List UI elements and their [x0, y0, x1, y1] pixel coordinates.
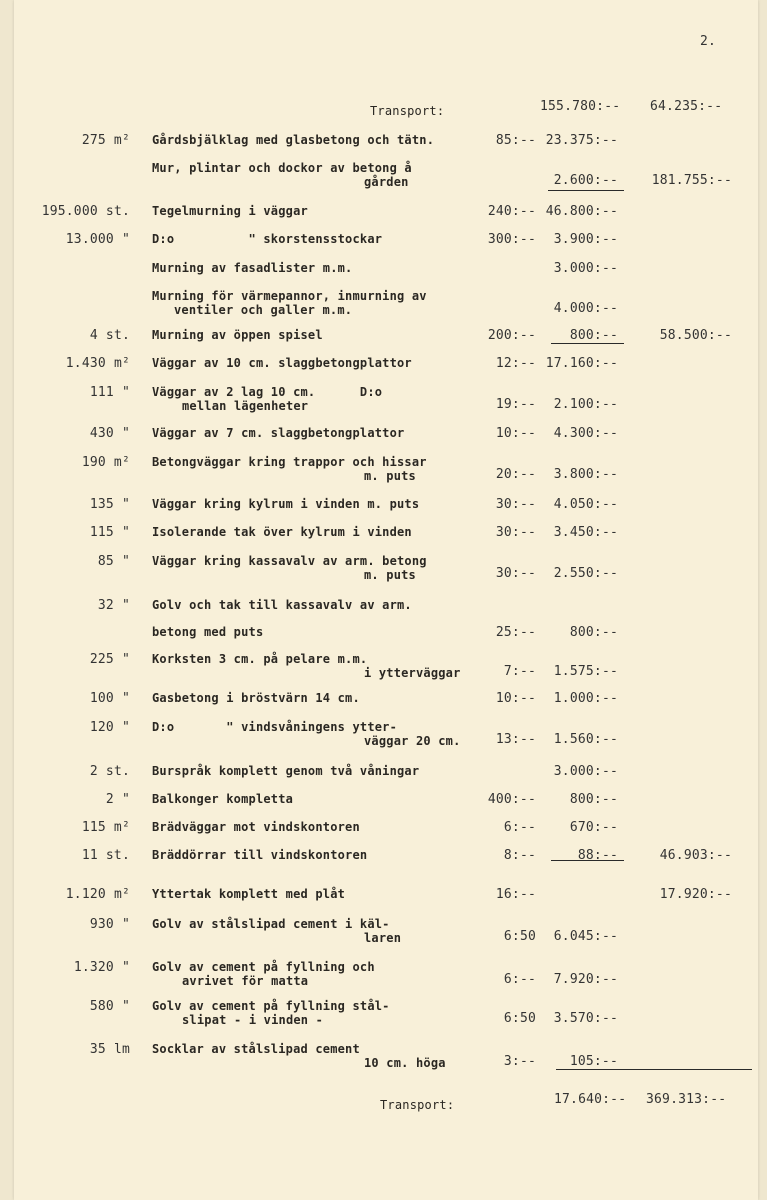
- row-description-cont: m. puts: [364, 568, 416, 582]
- row-quantity: 85 ": [97, 554, 130, 569]
- row-amount: 3.570:--: [553, 1011, 618, 1026]
- row-amount: 3.800:--: [553, 467, 618, 482]
- row-description: D:o " vindsvåningens ytter-: [152, 720, 398, 734]
- row-description: Bräddörrar till vindskontoren: [152, 848, 368, 862]
- row-quantity: 225 ": [89, 652, 130, 667]
- underline: [548, 190, 624, 191]
- row-unit-price: 6:--: [503, 820, 536, 835]
- row-description: Väggar kring kassavalv av arm. betong: [152, 554, 427, 568]
- row-amount: 2.600:--: [553, 173, 618, 188]
- row-description: Burspråk komplett genom två våningar: [152, 764, 420, 778]
- row-amount: 46.800:--: [545, 204, 618, 219]
- row-description-cont: slipat - i vinden -: [182, 1013, 324, 1027]
- row-quantity: 32 ": [97, 598, 130, 613]
- row-quantity: 115 ": [89, 525, 130, 540]
- row-quantity: 2 ": [105, 792, 130, 807]
- row-quantity: 1.430 m²: [65, 356, 130, 371]
- row-description: Mur, plintar och dockor av betong å: [152, 161, 412, 175]
- row-quantity: 115 m²: [81, 820, 130, 835]
- row-quantity: 195.000 st.: [41, 204, 130, 219]
- row-quantity: 11 st.: [81, 848, 130, 863]
- row-unit-price: 30:--: [495, 525, 536, 540]
- row-unit-price: 19:--: [495, 397, 536, 412]
- row-subtotal: 181.755:--: [651, 173, 732, 188]
- transport-top-amount: 155.780:--: [540, 99, 621, 114]
- row-description-cont: m. puts: [364, 469, 416, 483]
- row-description: Golv och tak till kassavalv av arm.: [152, 598, 412, 612]
- row-quantity: 100 ": [89, 691, 130, 706]
- row-quantity: 2 st.: [89, 764, 130, 779]
- row-amount: 23.375:--: [545, 133, 618, 148]
- row-unit-price: 16:--: [495, 887, 536, 902]
- row-description: Murning av öppen spisel: [152, 328, 323, 342]
- row-amount: 105:--: [569, 1054, 618, 1069]
- row-description: Gårdsbjälklag med glasbetong och tätn.: [152, 133, 435, 147]
- row-unit-price: 10:--: [495, 426, 536, 441]
- row-description: Tegelmurning i väggar: [152, 204, 308, 218]
- row-unit-price: 85:--: [495, 133, 536, 148]
- row-amount: 17.160:--: [545, 356, 618, 371]
- row-description: Väggar kring kylrum i vinden m. puts: [152, 497, 420, 511]
- row-description: Murning av fasadlister m.m.: [152, 261, 353, 275]
- row-quantity: 135 ": [89, 497, 130, 512]
- row-description: Socklar av stålslipad cement: [152, 1042, 360, 1056]
- row-amount: 800:--: [569, 625, 618, 640]
- row-description: Golv av stålslipad cement i käl-: [152, 917, 390, 931]
- row-amount: 3.000:--: [553, 261, 618, 276]
- row-amount: 3.900:--: [553, 232, 618, 247]
- row-quantity: 580 ": [89, 999, 130, 1014]
- row-description: Väggar av 10 cm. slaggbetongplattor: [152, 356, 412, 370]
- row-description: Korksten 3 cm. på pelare m.m.: [152, 652, 368, 666]
- row-amount: 3.450:--: [553, 525, 618, 540]
- row-description-cont: laren: [364, 931, 402, 945]
- row-unit-price: 20:--: [495, 467, 536, 482]
- row-amount: 4.000:--: [553, 301, 618, 316]
- row-subtotal: 46.903:--: [659, 848, 732, 863]
- row-quantity: 1.320 ": [73, 960, 130, 975]
- row-quantity: 930 ": [89, 917, 130, 932]
- row-description: betong med puts: [152, 625, 264, 639]
- transport-bottom-label: Transport:: [380, 1098, 455, 1112]
- row-quantity: 1.120 m²: [65, 887, 130, 902]
- row-description-cont: mellan lägenheter: [182, 399, 309, 413]
- row-unit-price: 7:--: [503, 664, 536, 679]
- row-description: Gasbetong i bröstvärn 14 cm.: [152, 691, 360, 705]
- row-unit-price: 3:--: [503, 1054, 536, 1069]
- row-amount: 1.000:--: [553, 691, 618, 706]
- row-amount: 7.920:--: [553, 972, 618, 987]
- row-unit-price: 6:50: [503, 929, 536, 944]
- row-description-cont: ventiler och galler m.m.: [174, 303, 353, 317]
- transport-bottom-subtotal: 369.313:--: [646, 1092, 727, 1107]
- row-description-cont: gården: [364, 175, 409, 189]
- row-amount: 1.575:--: [553, 664, 618, 679]
- row-subtotal: 58.500:--: [659, 328, 732, 343]
- row-amount: 2.550:--: [553, 566, 618, 581]
- row-amount: 4.050:--: [553, 497, 618, 512]
- row-amount: 3.000:--: [553, 764, 618, 779]
- row-subtotal: 17.920:--: [659, 887, 732, 902]
- row-amount: 6.045:--: [553, 929, 618, 944]
- row-amount: 800:--: [569, 328, 618, 343]
- row-unit-price: 8:--: [503, 848, 536, 863]
- transport-top-label: Transport:: [370, 104, 445, 118]
- row-unit-price: 30:--: [495, 566, 536, 581]
- row-description: Murning för värmepannor, inmurning av: [152, 289, 427, 303]
- row-unit-price: 25:--: [495, 625, 536, 640]
- row-quantity: 13.000 ": [65, 232, 130, 247]
- row-description-cont: 10 cm. höga: [364, 1056, 446, 1070]
- page-number: 2.: [700, 34, 717, 49]
- row-amount: 4.300:--: [553, 426, 618, 441]
- row-quantity: 430 ": [89, 426, 130, 441]
- row-unit-price: 400:--: [487, 792, 536, 807]
- row-unit-price: 300:--: [487, 232, 536, 247]
- transport-bottom-amount: 17.640:--: [554, 1092, 627, 1107]
- row-description: Brädväggar mot vindskontoren: [152, 820, 360, 834]
- row-quantity: 190 m²: [81, 455, 130, 470]
- row-unit-price: 13:--: [495, 732, 536, 747]
- underline: [551, 343, 624, 344]
- row-amount: 88:--: [577, 848, 618, 863]
- row-quantity: 35 lm: [89, 1042, 130, 1057]
- row-description: Isolerande tak över kylrum i vinden: [152, 525, 412, 539]
- row-unit-price: 6:--: [503, 972, 536, 987]
- row-description: Yttertak komplett med plåt: [152, 887, 346, 901]
- row-amount: 1.560:--: [553, 732, 618, 747]
- row-unit-price: 6:50: [503, 1011, 536, 1026]
- row-quantity: 111 ": [89, 385, 130, 400]
- row-description-cont: i ytterväggar: [364, 666, 461, 680]
- row-amount: 670:--: [569, 820, 618, 835]
- row-description: Balkonger kompletta: [152, 792, 294, 806]
- row-unit-price: 12:--: [495, 356, 536, 371]
- row-quantity: 120 ": [89, 720, 130, 735]
- row-unit-price: 200:--: [487, 328, 536, 343]
- row-description: Golv av cement på fyllning och: [152, 960, 375, 974]
- row-description-cont: väggar 20 cm.: [364, 734, 461, 748]
- row-unit-price: 10:--: [495, 691, 536, 706]
- row-quantity: 275 m²: [81, 133, 130, 148]
- transport-top-subtotal: 64.235:--: [650, 99, 723, 114]
- row-unit-price: 240:--: [487, 204, 536, 219]
- row-amount: 800:--: [569, 792, 618, 807]
- document-page: [14, 0, 758, 1200]
- row-description: Betongväggar kring trappor och hissar: [152, 455, 427, 469]
- row-description-cont: avrivet för matta: [182, 974, 309, 988]
- row-description: Väggar av 7 cm. slaggbetongplattor: [152, 426, 405, 440]
- row-amount: 2.100:--: [553, 397, 618, 412]
- row-description: Väggar av 2 lag 10 cm. D:o: [152, 385, 383, 399]
- underline: [556, 1069, 752, 1070]
- row-quantity: 4 st.: [89, 328, 130, 343]
- row-description: D:o " skorstensstockar: [152, 232, 383, 246]
- row-description: Golv av cement på fyllning stål-: [152, 999, 390, 1013]
- row-unit-price: 30:--: [495, 497, 536, 512]
